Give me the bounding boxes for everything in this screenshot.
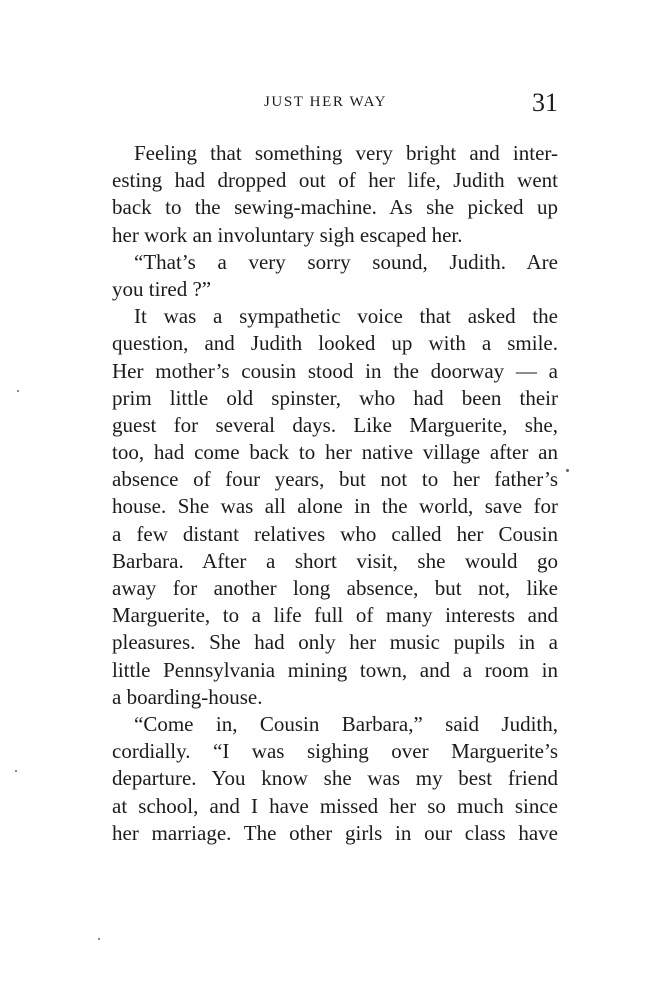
text-line: Feeling that something very bright and inter- [134,141,558,165]
text-line: Marguerite, to a life full of many interests and [112,603,558,628]
text-line: little Pennsylvania mining town, and a room in [112,657,558,682]
paper-speck [15,770,17,772]
text-line: pleasures. She had only her music pupils in a [112,630,558,655]
text-line: It was a sympathetic voice that asked the [134,304,558,329]
text-line: her marriage. The other girls in our class have [112,820,558,845]
text-line: guest for several days. Like Marguerite, she, [112,412,558,437]
text-line: house. She was all alone in the world, save for [112,494,558,519]
text-line: “Come in, Cousin Barbara,” said Judith, [134,711,558,736]
text-line: away for another long absence, but not, like [112,576,558,600]
text-line: Her mother’s cousin stood in the doorway — a [112,358,558,383]
paragraph-3 [112,303,558,711]
text-line: her work an involuntary sigh escaped her. [112,222,463,247]
text-line: back to the sewing-machine. As she picked up [112,195,558,220]
text-line: absence of four years, but not to her father’s [112,467,558,492]
text-line: a few distant relatives who called her Cousin [112,521,558,546]
text-line: “That’s a very sorry sound, Judith. Are [134,249,558,274]
text-line: prim little old spinster, who had been their [112,385,558,410]
running-title: JUST HER WAY [264,94,388,110]
text-line: a boarding-house. [112,684,263,709]
page-header [112,88,558,124]
text-line: departure. You know she was my best friend [112,766,558,791]
text-line: you tired ?” [112,276,212,301]
text-line: esting had dropped out of her life, Judith went [112,168,558,193]
body-text [112,140,558,847]
paragraph-4 [112,711,558,847]
paper-speck [566,469,569,472]
page-number: 31 [532,88,558,117]
text-line: cordially. “I was sighing over Marguerite’s [112,739,558,764]
text-line: question, and Judith looked up with a smile. [112,331,558,356]
paragraph-1 [112,140,558,249]
paper-speck [17,390,19,392]
text-line: at school, and I have missed her so much since [112,793,558,818]
paragraph-2 [112,249,558,303]
text-line: Barbara. After a short visit, she would go [112,548,558,573]
paper-speck [98,938,100,940]
text-line: too, had come back to her native village after an [112,440,558,465]
